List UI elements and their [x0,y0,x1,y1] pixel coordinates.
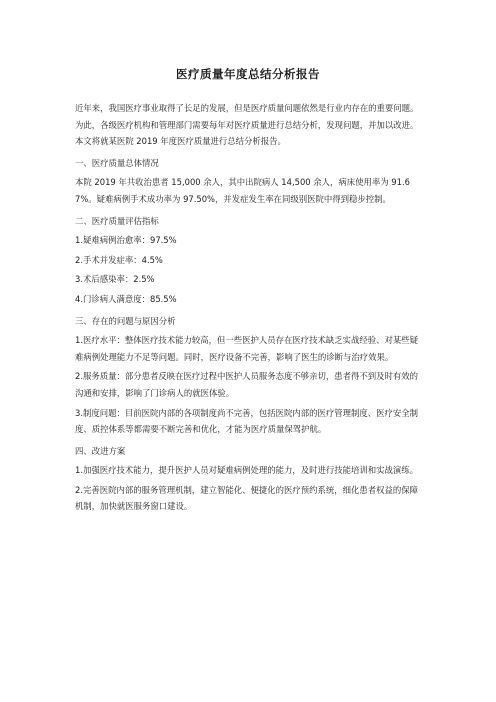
section-heading-problems: 三、存在的问题与原因分析 [75,315,176,326]
problem-item: 2.服务质量：部分患者反映在医疗过程中医护人员服务态度不够亲切，患者得不到及时有效的沟通和安排，影响了门诊病人的就医体验。 [75,371,418,398]
document-body [75,100,424,515]
indicator-item: 2.手术并发症率：4.5% [75,254,163,265]
indicator-item: 1.疑难病例治愈率：97.5% [75,235,177,246]
intro-paragraph: 近年来，我国医疗事业取得了长足的发展，但是医疗质量问题依然是行业内存在的重要问题。为此，各级医疗机构和管理部门需要每年对医疗质量进行总结分析，发现问题，并加以改进。本文将就某医院 2019 年度医疗质量进行总结分析报告。 [75,103,419,147]
improvement-item: 2.完善医院内部的服务管理机制，建立智能化、便捷化的医疗预约系统，细化患者权益的保障机制，加快就医服务窗口建设。 [75,484,418,512]
problem-item: 3.制度问题：目前医院内部的各项制度尚不完善，包括医院内部的医疗管理制度、医疗安全制度、质控体系等都需要不断完善和优化，才能为医疗质量保驾护航。 [75,407,418,435]
problem-item: 1.医疗水平：整体医疗技术能力较高，但一些医护人员存在医疗技术缺乏实战经验、对某些疑难病例处理能力不足等问题。同时，医疗设备不完善，影响了医生的诊断与治疗效果。 [75,335,418,362]
section-heading-overview: 一、医疗质量总体情况 [75,157,159,168]
section-heading-indicators: 二、医疗质量评估指标 [75,215,159,226]
indicator-item: 3.术后感染率：2.5% [75,274,155,285]
improvement-item: 1.加强医疗技术能力，提升医护人员对疑难病例处理的能力，及时进行技能培训和实战演练。 [75,465,418,476]
indicator-item: 4.门诊病人满意度：85.5% [75,293,177,304]
overview-paragraph: 本院 2019 年共收治患者 15,000 余人，其中出院病人 14,500 余人，病床使用率为 91.67%。疑难病例手术成功率为 97.50%，并发症发生率在同级别医院中得到稳步控制。 [75,177,410,204]
document-title: 医疗质量年度总结分析报告 [176,67,320,81]
section-heading-improvements: 四、改进方案 [75,445,126,456]
